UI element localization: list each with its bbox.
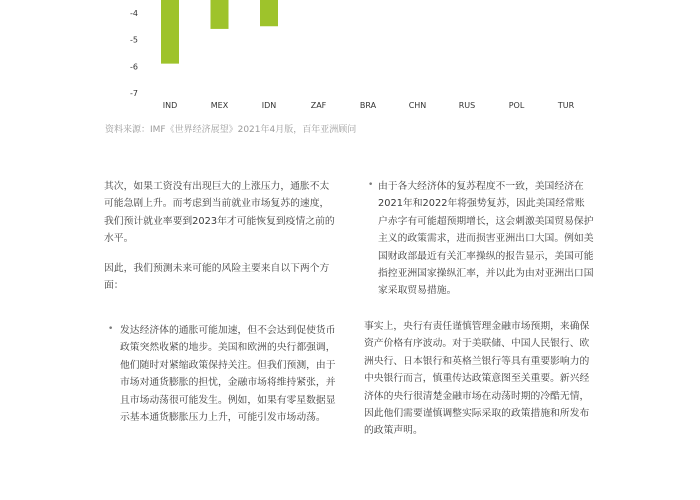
right-bullet-marker: • (368, 180, 374, 190)
x-tick-label: MEX (210, 101, 229, 110)
right-column-lower (364, 318, 592, 440)
bar-ind (161, 0, 179, 64)
bar-idn (260, 0, 278, 26)
y-tick-label: -5 (130, 35, 138, 45)
x-tick-label: TUR (557, 101, 575, 110)
y-tick-label: -7 (130, 89, 138, 98)
x-tick-label: POL (508, 101, 525, 110)
left-bullet-marker: • (108, 324, 114, 334)
right-paragraph-2: 事实上，央行有责任谨慎管理金融市场预期，来确保资产价格有序波动。对于美联储、中国人民银行、欧洲央行、日本银行和英格兰银行等具有重要影响力的中央银行而言，慎重传达政策意图至关重要。新兴经济体的央行很清楚金融市场在动荡时期的冷酷无情，因此他们需要谨慎调整实际采取的政策措施和所发布的政策声明。 (364, 321, 590, 437)
left-bullet-item (120, 322, 338, 426)
chart-source-note: 资料来源：IMF《世界经济展望》2021年4月版，百年亚洲顾问 (105, 125, 357, 135)
y-axis-ticks (130, 9, 138, 98)
x-axis-labels (163, 101, 575, 110)
x-tick-label: CHN (408, 101, 427, 110)
left-paragraph-3: 发达经济体的通胀可能加速，但不会达到促使货币政策突然收紧的地步。美国和欧洲的央行都强调，他们随时对紧缩政策保持关注。但我们预测，由于市场对通货膨胀的担忧，金融市场将维持紧张，并且市场动荡很可能发生。例如，如果有零星数据显示基本通货膨胀压力上升，可能引发市场动荡。 (120, 325, 336, 424)
x-tick-label: RUS (458, 101, 476, 110)
x-tick-label: ZAF (310, 101, 327, 110)
x-tick-label: BRA (359, 101, 377, 110)
bar-mex (211, 0, 229, 29)
left-paragraph-2: 因此，我们预测未来可能的风险主要来自以下两个方面： (104, 262, 330, 292)
bar-chart (0, 0, 700, 112)
left-paragraph-1: 其次，如果工资没有出现巨大的上涨压力，通胀不太可能急剧上升。而考虑到当前就业市场复苏的速度，我们预计就业率要到2023年才可能恢复到疫情之前的水平。 (104, 181, 335, 245)
x-tick-label: IDN (261, 101, 277, 110)
left-column (104, 178, 336, 294)
y-tick-label: -4 (130, 8, 138, 18)
right-paragraph-1: 由于各大经济体的复苏程度不一致，美国经济在2021年和2022年将强势复苏，因此美国经常账户赤字有可能超预期增长，这会刺激美国贸易保护主义的政策需求，进而损害亚洲出口大国。例如美国财政部最近有关汇率操纵的报告显示，美国可能指控亚洲国家操纵汇率，并以此为由对亚洲出口国家采取贸易措施。 (378, 181, 594, 297)
y-tick-label: -6 (130, 62, 138, 72)
right-bullet-item (378, 178, 594, 300)
bars (161, 0, 278, 64)
x-tick-label: IND (162, 101, 178, 110)
